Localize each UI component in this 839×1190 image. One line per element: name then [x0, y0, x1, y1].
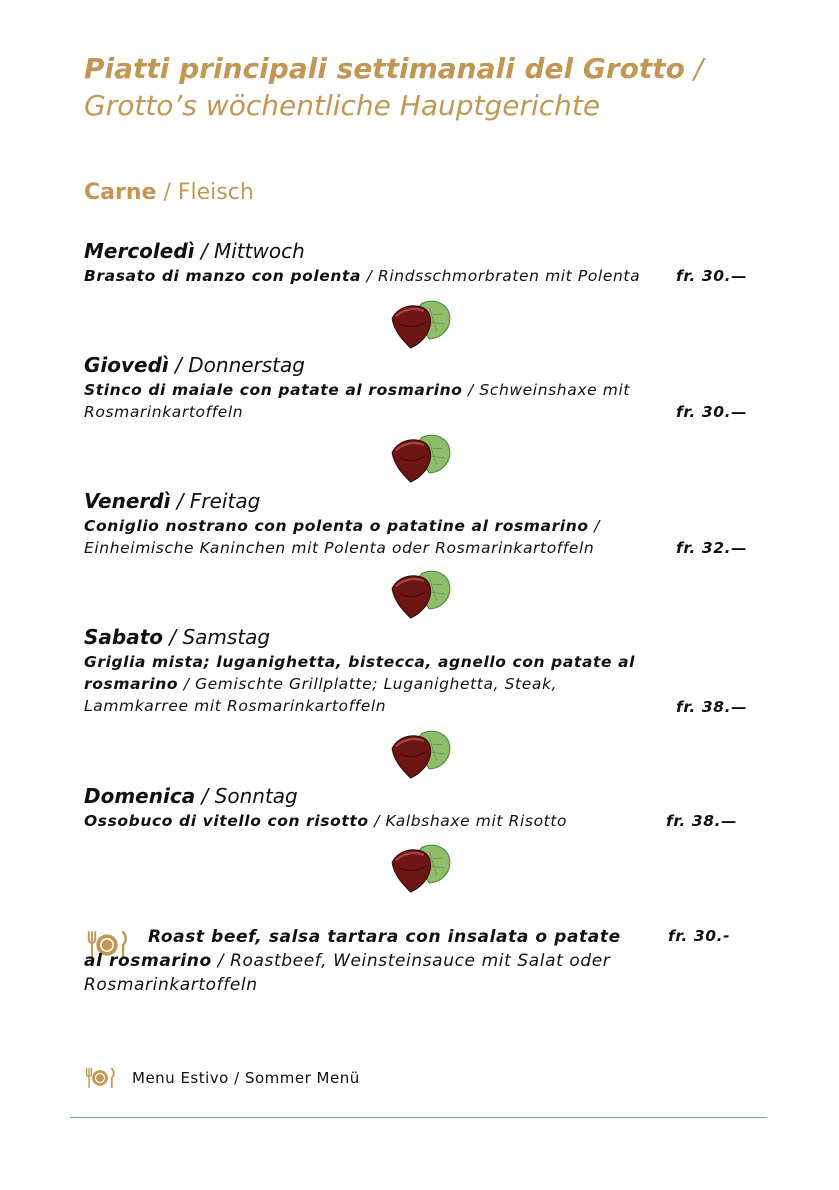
dish-german: Einheimische Kaninchen mit Polenta oder Rosmarinkartoffeln [84, 539, 595, 557]
dish-italian: Griglia mista; luganighetta, bistecca, agnello con patate al rosmarino [84, 653, 636, 693]
day-heading: Mercoledì / Mittwoch [84, 239, 305, 263]
dish-price: fr. 30.— [676, 267, 748, 285]
section-name-german: Fleisch [177, 180, 254, 205]
dish-price: fr. 30.— [676, 403, 748, 421]
chestnut-icon [386, 296, 454, 350]
day-heading: Domenica / Sonntag [84, 784, 298, 808]
day-italian: Giovedì [84, 353, 169, 377]
dish-description: Brasato di manzo con polenta / Rindsschmorbraten mit Polenta [84, 267, 641, 285]
dish-price: fr. 38.— [666, 812, 738, 830]
day-italian: Sabato [84, 625, 164, 649]
chestnut-icon [386, 726, 454, 780]
day-heading: Sabato / Samstag [84, 625, 271, 649]
title-italian: Piatti principali settimanali del Grotto [84, 52, 685, 85]
day-german: Mittwoch [213, 239, 305, 263]
dish-description: Coniglio nostrano con polenta o patatine al rosmarino / Einheimische Kaninchen mit Polenta oder Rosmarinkartoffeln [84, 517, 601, 557]
chestnut-icon [386, 840, 454, 894]
day-italian: Domenica [84, 784, 196, 808]
dish-description: Griglia mista; luganighetta, bistecca, agnello con patate al rosmarino / Gemischte Grillplatte; Luganighetta, Steak, Lammkarree mit Rosmarinkartoffeln [84, 653, 636, 715]
dish-italian: Brasato di manzo con polenta [84, 267, 362, 285]
special-dish-german: Roastbeef, Weinsteinsauce mit Salat oder Rosmarinkartoffeln [84, 951, 611, 995]
cutlery-plate-icon [84, 1067, 116, 1089]
section-heading [84, 178, 254, 208]
special-dish-italian: Roast beef, salsa tartara con insalata o patate al rosmarino [84, 927, 621, 971]
day-german: Freitag [189, 489, 261, 513]
day-heading: Venerdì / Freitag [84, 489, 261, 513]
section-separator: / [163, 180, 171, 205]
dish-german: Schweinshaxe mit Rosmarinkartoffeln [84, 381, 631, 421]
dish-italian: Ossobuco di vitello con risotto [84, 812, 369, 830]
day-german: Samstag [182, 625, 271, 649]
dish-italian: Coniglio nostrano con polenta o patatine al rosmarino [84, 517, 589, 535]
day-italian: Mercoledì [84, 239, 195, 263]
dish-description: Ossobuco di vitello con risotto / Kalbshaxe mit Risotto [84, 812, 568, 830]
day-german: Sonntag [214, 784, 298, 808]
day-german: Donnerstag [188, 353, 305, 377]
dish-price: fr. 38.— [676, 698, 748, 716]
day-heading: Giovedì / Donnerstag [84, 353, 305, 377]
section-name-italian: Carne [84, 180, 157, 205]
special-dish: Roast beef, salsa tartara con insalata o patate al rosmarino / Roastbeef, Weinsteinsauce mit Salat oder Rosmarinkartoffeln [84, 927, 621, 995]
dish-german: Kalbshaxe mit Risotto [385, 812, 568, 830]
dish-description: Stinco di maiale con patate al rosmarino / Schweinshaxe mit Rosmarinkartoffeln [84, 381, 631, 421]
dish-price: fr. 32.— [676, 539, 748, 557]
day-italian: Venerdì [84, 489, 171, 513]
dish-german: Rindsschmorbraten mit Polenta [378, 267, 641, 285]
title-german: Grotto’s wöchentliche Hauptgerichte [84, 89, 601, 122]
page-title [84, 50, 703, 124]
chestnut-icon [386, 566, 454, 620]
footer-divider [70, 1117, 767, 1118]
dish-italian: Stinco di maiale con patate al rosmarino [84, 381, 463, 399]
dish-german: Gemischte Grillplatte; Luganighetta, Steak, Lammkarree mit Rosmarinkartoffeln [84, 675, 558, 715]
chestnut-icon [386, 430, 454, 484]
legend-label: Menu Estivo / Sommer Menü [132, 1069, 360, 1087]
title-separator: / [693, 52, 704, 85]
special-price: fr. 30.- [668, 927, 731, 945]
